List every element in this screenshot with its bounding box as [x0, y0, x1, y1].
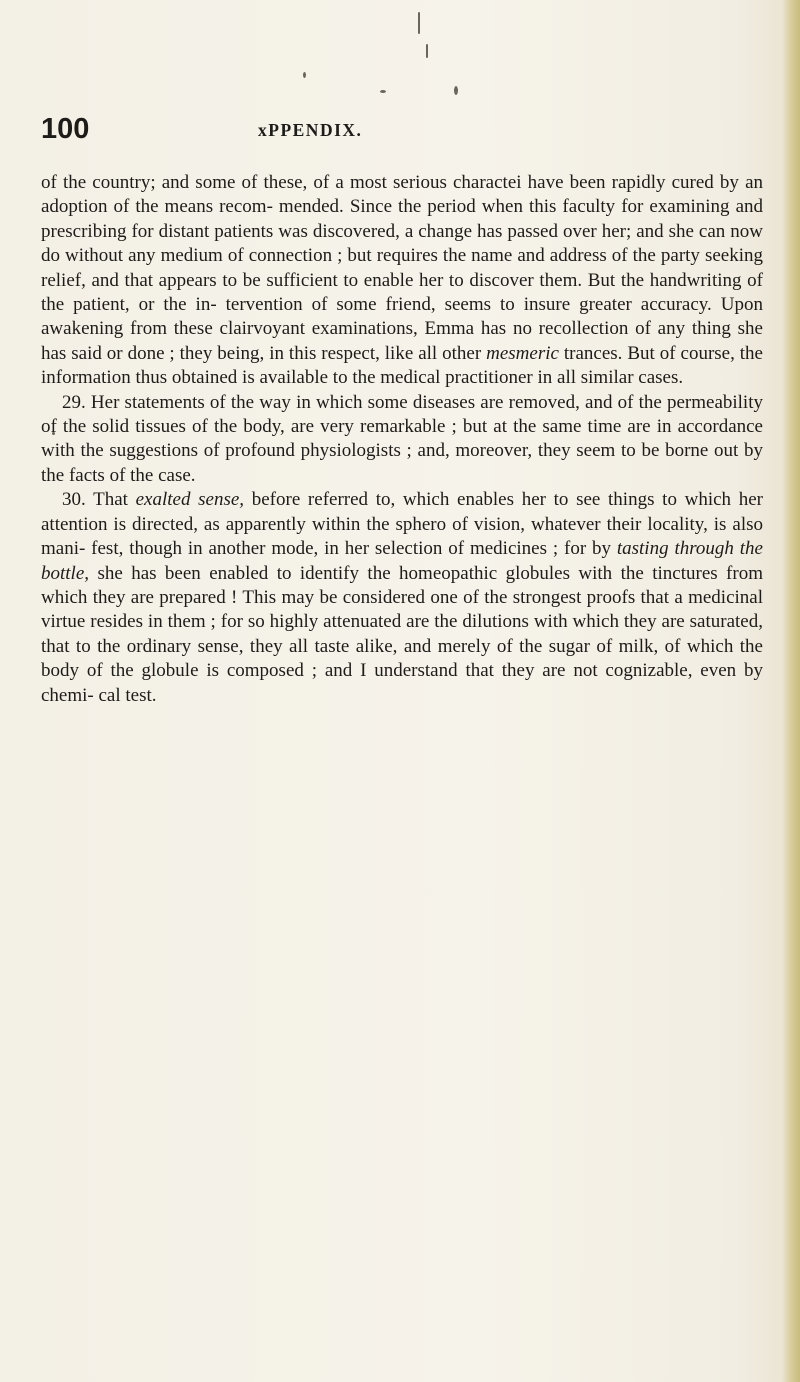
running-head: хPPENDIX. — [258, 120, 363, 140]
italic-phrase: exalted sense, — [135, 489, 245, 511]
ink-speck — [380, 90, 386, 93]
page-header — [41, 112, 761, 146]
italic-phrase: mesmeric — [486, 342, 559, 364]
italic-phrase: tasting through the bottle, — [41, 538, 763, 584]
body-text — [41, 171, 763, 708]
ink-speck — [418, 12, 420, 34]
text-segment: 29. Her statements of the way in which some diseases are removed, and of the permeability of the solid tissues of the body, are very remarkable ; but at the same time are in accordance with the suggestions of profound physiologists ; and, moreover, they seem to be borne out by the facts of the case. — [41, 391, 763, 486]
text-segment: 30. That — [62, 489, 136, 511]
paragraph-p-30 — [41, 488, 763, 708]
text-segment: of the country; and some of these, of a most serious charactei have been rapidly cured by an adoption of the means recom- mended. Since the period when this faculty for examining and prescribing for distant patients was discovered, a change has passed over her; and she can now do without any medium of connection ; but requires the name and address of the party seeking relief, and that appears to be sufficient to enable her to discover them. But the handwriting of the patient, or the in- tervention of some friend, seems to insure greater accuracy. Upon awakening from these clairvoyant examinations, Emma has no recollection of any thing she has said or done ; they being, in this respect, like all other — [41, 172, 763, 364]
page-number: 100 — [41, 113, 90, 145]
text-segment: before referred to, which enables her to see things to which her attention is directed, as apparently within the sphero of vision, whatever their locality, is also mani- fest, though in another mode, in her selection of medicines ; for by — [41, 489, 763, 560]
text-segment: she has been enabled to identify the homeopathic globules with the tinctures from which they are prepared ! This may be considered one of the strongest proofs that a medicinal virtue resides in them ; for so highly attenuated are the dilutions with which they are saturated, that to the ordinary sense, they all taste alike, and merely of the sugar of milk, of which the body of the globule is composed ; and I understand that they are not cognizable, even by chemi- cal test. — [41, 562, 763, 706]
ink-speck — [454, 86, 458, 95]
text-segment: trances. But of course, the information thus obtained is available to the medical practitioner in all similar cases. — [41, 342, 763, 389]
ink-speck — [303, 72, 306, 78]
ink-speck — [426, 44, 428, 58]
page-edge-shadow — [782, 0, 800, 1382]
paragraph-p-29 — [41, 391, 763, 489]
paragraph-p-cont — [41, 171, 763, 391]
